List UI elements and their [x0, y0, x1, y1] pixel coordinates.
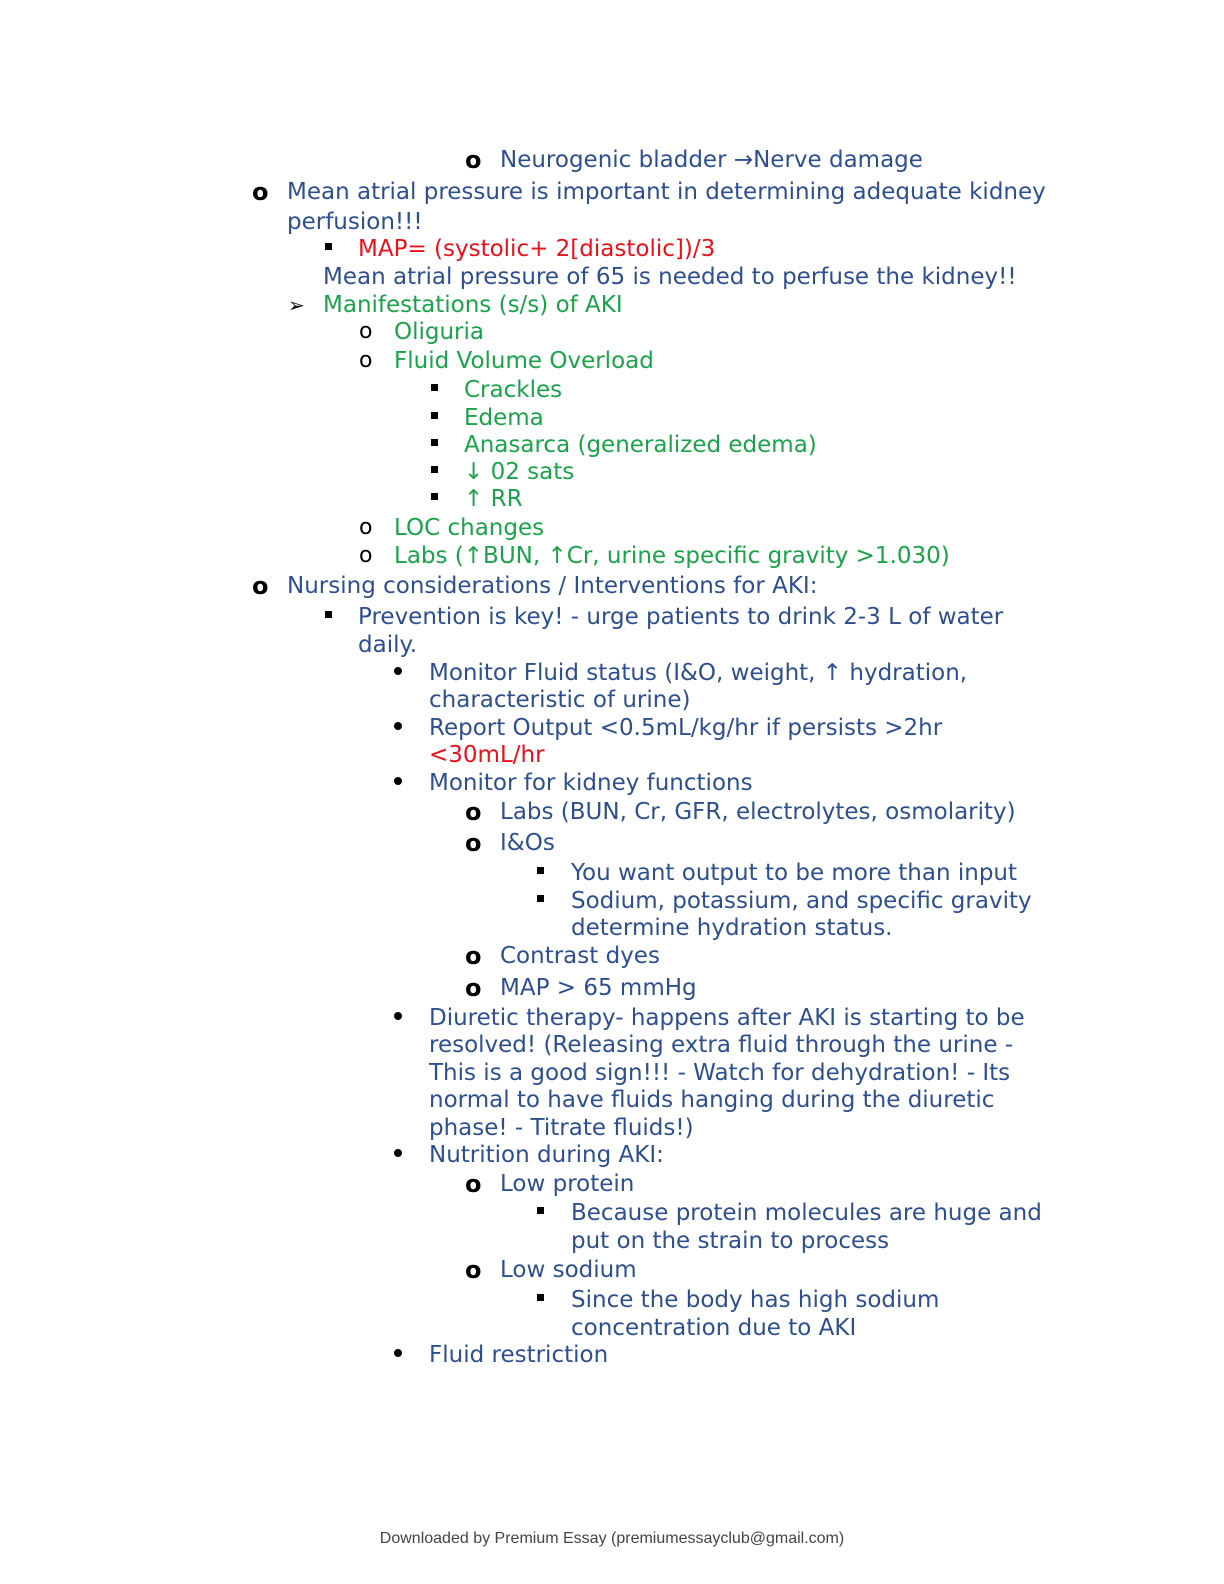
list-item-contrast-dyes: Contrast dyes — [500, 943, 660, 969]
list-item-diuretic-therapy-cont2: This is a good sign!!! - Watch for dehydration! - Its — [429, 1060, 1011, 1086]
arrow-bullet-icon: ➢ — [288, 293, 305, 317]
list-item-prevention: Prevention is key! - urge patients to drink 2-3 L of water — [358, 604, 1004, 630]
bullet-square-icon — [325, 243, 332, 250]
bullet-o-icon: o — [465, 798, 482, 826]
bullet-dot-icon — [394, 1012, 402, 1020]
list-item-map-target: MAP > 65 mmHg — [500, 975, 697, 1001]
bullet-o-icon: o — [252, 178, 269, 206]
list-item-fluid-volume-overload: Fluid Volume Overload — [394, 348, 654, 374]
list-item-fluid-restriction: Fluid restriction — [429, 1342, 609, 1368]
list-item-labs-kidney: Labs (BUN, Cr, GFR, electrolytes, osmolarity) — [500, 799, 1016, 825]
list-item-protein-reason: Because protein molecules are huge and — [571, 1200, 1042, 1226]
list-item-mean-atrial-pressure: Mean atrial pressure is important in determining adequate kidney — [287, 179, 1046, 205]
list-item-sodium-reason: Since the body has high sodium — [571, 1287, 940, 1313]
bullet-o-icon: o — [359, 543, 373, 568]
list-item-output-vs-input: You want output to be more than input — [571, 860, 1018, 886]
bullet-square-icon — [537, 1294, 544, 1301]
list-item-report-output-threshold: <30mL/hr — [429, 742, 545, 768]
bullet-o-icon: o — [359, 515, 373, 540]
list-item-loc-changes: LOC changes — [394, 515, 545, 541]
list-item-labs: Labs (↑BUN, ↑Cr, urine specific gravity >1.030) — [394, 543, 950, 569]
list-item-neurogenic-bladder: Neurogenic bladder →Nerve damage — [500, 147, 923, 173]
list-item-monitor-kidney: Monitor for kidney functions — [429, 770, 753, 796]
list-item-o2-sats: ↓ 02 sats — [464, 459, 575, 485]
list-item-report-output: Report Output <0.5mL/kg/hr if persists >2hr — [429, 715, 943, 741]
bullet-square-icon — [537, 895, 544, 902]
list-item-prevention-cont: daily. — [358, 632, 418, 658]
bullet-square-icon — [431, 384, 438, 391]
map-requirement: Mean atrial pressure of 65 is needed to perfuse the kidney!! — [323, 264, 1017, 290]
bullet-o-icon: o — [465, 1256, 482, 1284]
list-item-rr: ↑ RR — [464, 486, 523, 512]
list-item-anasarca: Anasarca (generalized edema) — [464, 432, 817, 458]
bullet-dot-icon — [394, 777, 402, 785]
manifestations-heading: Manifestations (s/s) of AKI — [323, 292, 623, 318]
list-item-hydration-status-cont: determine hydration status. — [571, 915, 893, 941]
list-item-edema: Edema — [464, 405, 544, 431]
list-item-diuretic-therapy-cont4: phase! - Titrate fluids!) — [429, 1115, 694, 1141]
bullet-square-icon — [537, 1207, 544, 1214]
bullet-square-icon — [431, 493, 438, 500]
list-item-oliguria: Oliguria — [394, 319, 485, 345]
list-item-mean-atrial-pressure-cont: perfusion!!! — [287, 209, 423, 235]
nursing-considerations-heading: Nursing considerations / Interventions for AKI: — [287, 573, 818, 599]
bullet-square-icon — [431, 412, 438, 419]
list-item-sodium-reason-cont: concentration due to AKI — [571, 1315, 857, 1341]
list-item-hydration-status: Sodium, potassium, and specific gravity — [571, 888, 1032, 914]
list-item-nutrition: Nutrition during AKI: — [429, 1142, 664, 1168]
list-item-low-sodium: Low sodium — [500, 1257, 637, 1283]
bullet-o-icon: o — [252, 572, 269, 600]
bullet-dot-icon — [394, 1149, 402, 1157]
bullet-o-icon: o — [465, 942, 482, 970]
list-item-diuretic-therapy: Diuretic therapy- happens after AKI is starting to be — [429, 1005, 1025, 1031]
list-item-crackles: Crackles — [464, 377, 563, 403]
list-item-ios: I&Os — [500, 830, 555, 856]
bullet-o-icon: o — [359, 348, 373, 373]
list-item-monitor-fluid-status: Monitor Fluid status (I&O, weight, ↑ hydration, — [429, 660, 968, 686]
bullet-o-icon: o — [465, 146, 482, 174]
list-item-protein-reason-cont: put on the strain to process — [571, 1228, 890, 1254]
bullet-o-icon: o — [465, 829, 482, 857]
bullet-square-icon — [431, 439, 438, 446]
download-footer: Downloaded by Premium Essay (premiumessayclub@gmail.com) — [379, 1530, 845, 1547]
list-item-monitor-fluid-status-cont: characteristic of urine) — [429, 687, 691, 713]
bullet-o-icon: o — [465, 974, 482, 1002]
bullet-dot-icon — [394, 1349, 402, 1357]
bullet-dot-icon — [394, 722, 402, 730]
bullet-square-icon — [431, 466, 438, 473]
list-item-diuretic-therapy-cont1: resolved! (Releasing extra fluid through the urine - — [429, 1032, 1014, 1058]
bullet-o-icon: o — [465, 1170, 482, 1198]
bullet-dot-icon — [394, 667, 402, 675]
bullet-o-icon: o — [359, 319, 373, 344]
list-item-low-protein: Low protein — [500, 1171, 635, 1197]
bullet-square-icon — [325, 611, 332, 618]
list-item-diuretic-therapy-cont3: normal to have fluids hanging during the diuretic — [429, 1087, 995, 1113]
map-formula: MAP= (systolic+ 2[diastolic])/3 — [358, 236, 716, 262]
bullet-square-icon — [537, 867, 544, 874]
